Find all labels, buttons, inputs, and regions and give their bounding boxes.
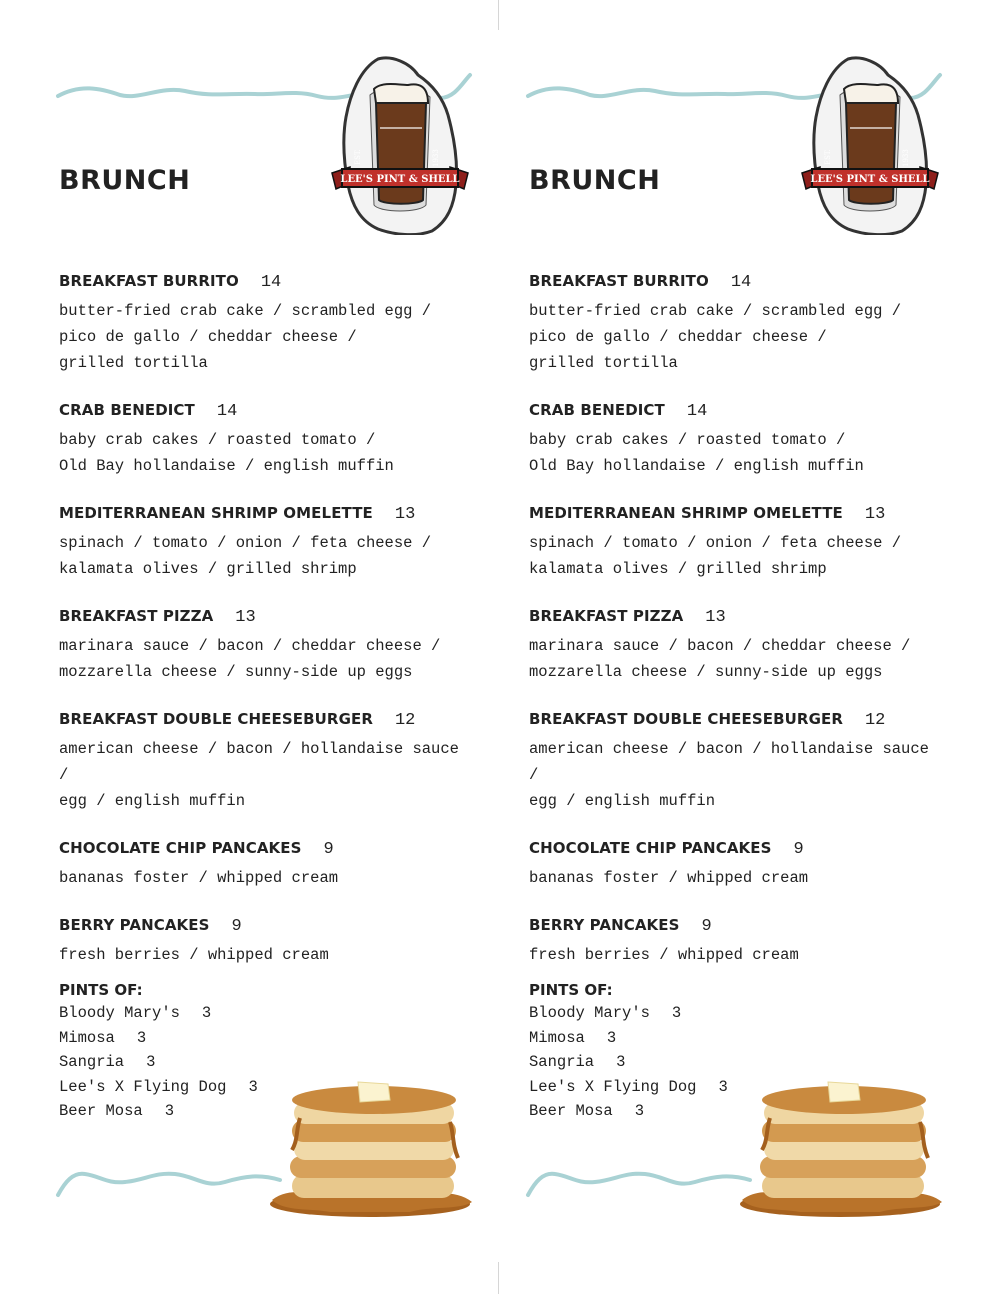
logo-est-text: EST. — [354, 149, 362, 165]
item-name: BREAKFAST DOUBLE CHEESEBURGER — [59, 710, 373, 728]
menu-item — [529, 839, 929, 891]
menu-items — [529, 272, 929, 993]
pint-item — [529, 1050, 728, 1075]
menu-item — [529, 504, 929, 582]
menu-item — [59, 839, 459, 891]
item-description: baby crab cakes / roasted tomato / Old Bay hollandaise / english muffin — [529, 431, 864, 475]
item-price: 14 — [730, 273, 752, 292]
lees-pint-shell-logo — [800, 55, 940, 235]
item-name: BERRY PANCAKES — [529, 916, 680, 934]
pint-price: 3 — [671, 1004, 682, 1022]
logo-year-text: 1933 — [902, 149, 910, 167]
item-name: BREAKFAST PIZZA — [59, 607, 214, 625]
item-name: BREAKFAST DOUBLE CHEESEBURGER — [529, 710, 843, 728]
menu-item — [529, 710, 929, 814]
item-price: 14 — [686, 402, 708, 421]
logo-banner-text: LEE'S PINT & SHELL — [810, 174, 930, 185]
logo-est-text: EST. — [824, 149, 832, 165]
item-name: BREAKFAST BURRITO — [59, 272, 239, 290]
item-name: BERRY PANCAKES — [59, 916, 210, 934]
item-description: bananas foster / whipped cream — [59, 869, 339, 887]
pint-item — [59, 1099, 258, 1124]
item-price: 13 — [235, 608, 256, 627]
item-price: 12 — [864, 711, 886, 730]
item-description: american cheese / bacon / hollandaise sauce / egg / english muffin — [529, 740, 929, 810]
pint-item — [529, 1001, 728, 1026]
logo-year-text: 1933 — [432, 149, 440, 167]
pint-item — [529, 1075, 728, 1100]
item-price: 14 — [260, 273, 282, 292]
item-description: spinach / tomato / onion / feta cheese / kalamata olives / grilled shrimp — [59, 534, 432, 578]
menu-item — [59, 272, 459, 376]
item-price: 9 — [701, 917, 712, 936]
pint-item — [59, 1001, 258, 1026]
lees-pint-shell-logo — [330, 55, 470, 235]
item-name: BREAKFAST BURRITO — [529, 272, 709, 290]
menu-item — [529, 401, 929, 479]
pint-name: Sangria — [59, 1053, 125, 1072]
pint-name: Mimosa — [529, 1028, 585, 1047]
item-price: 9 — [793, 840, 804, 859]
item-description: marinara sauce / bacon / cheddar cheese / mozzarella cheese / sunny-side up eggs — [59, 637, 441, 681]
pint-name: Lee's X Flying Dog — [59, 1077, 227, 1096]
pint-name: Bloody Mary's — [59, 1004, 180, 1022]
pint-name: Beer Mosa — [59, 1102, 143, 1121]
pints-heading: PINTS OF: — [529, 981, 613, 999]
pint-name: Bloody Mary's — [529, 1004, 650, 1022]
item-name: CRAB BENEDICT — [59, 401, 195, 419]
item-name: CHOCOLATE CHIP PANCAKES — [529, 839, 772, 857]
pint-item — [529, 1099, 728, 1124]
item-price: 12 — [394, 711, 416, 730]
pint-item — [59, 1050, 258, 1075]
item-price: 13 — [705, 608, 726, 627]
pint-price: 3 — [146, 1053, 156, 1072]
item-name: MEDITERRANEAN SHRIMP OMELETTE — [529, 504, 843, 522]
menu-items — [59, 272, 459, 993]
pint-name: Beer Mosa — [529, 1102, 613, 1121]
pint-item — [59, 1026, 258, 1051]
item-description: american cheese / bacon / hollandaise sauce / egg / english muffin — [59, 740, 459, 810]
menu-title: BRUNCH — [529, 165, 661, 196]
pint-price: 3 — [201, 1004, 212, 1022]
menu-item — [59, 504, 459, 582]
item-name: CRAB BENEDICT — [529, 401, 665, 419]
item-description: fresh berries / whipped cream — [529, 946, 799, 964]
item-name: BREAKFAST PIZZA — [529, 607, 684, 625]
menu-panel-left — [0, 0, 470, 1294]
item-description: baby crab cakes / roasted tomato / Old Bay hollandaise / english muffin — [59, 431, 394, 475]
pancake-stack-image — [270, 1078, 475, 1218]
menu-item — [529, 916, 929, 968]
menu-title: BRUNCH — [59, 165, 191, 196]
item-price: 9 — [231, 917, 242, 936]
item-price: 13 — [864, 505, 886, 524]
menu-item — [529, 272, 929, 376]
item-price: 14 — [216, 402, 238, 421]
item-name: MEDITERRANEAN SHRIMP OMELETTE — [59, 504, 373, 522]
item-price: 13 — [394, 505, 416, 524]
pint-price: 3 — [616, 1053, 626, 1072]
menu-item — [529, 607, 929, 685]
pints-section — [529, 979, 728, 1124]
menu-panel-right — [470, 0, 940, 1294]
wave-bottom-decoration — [55, 1160, 295, 1200]
pint-price: 3 — [634, 1102, 645, 1121]
logo-banner-text: LEE'S PINT & SHELL — [340, 174, 460, 185]
item-description: butter-fried crab cake / scrambled egg / pico de gallo / cheddar cheese / grilled tortilla — [59, 302, 432, 372]
pint-price: 3 — [164, 1102, 175, 1121]
pint-name: Sangria — [529, 1053, 595, 1072]
item-description: fresh berries / whipped cream — [59, 946, 329, 964]
item-description: butter-fried crab cake / scrambled egg / pico de gallo / cheddar cheese / grilled tortilla — [529, 302, 902, 372]
menu-item — [59, 916, 459, 968]
pints-heading: PINTS OF: — [59, 981, 143, 999]
menu-item — [59, 710, 459, 814]
pint-name: Mimosa — [59, 1028, 115, 1047]
item-description: bananas foster / whipped cream — [529, 869, 809, 887]
pint-price: 3 — [248, 1077, 258, 1096]
pints-section — [59, 979, 258, 1124]
item-description: marinara sauce / bacon / cheddar cheese / mozzarella cheese / sunny-side up eggs — [529, 637, 911, 681]
pancake-stack-image — [740, 1078, 945, 1218]
wave-bottom-decoration — [525, 1160, 765, 1200]
pint-item — [59, 1075, 258, 1100]
item-name: CHOCOLATE CHIP PANCAKES — [59, 839, 302, 857]
pint-item — [529, 1026, 728, 1051]
item-description: spinach / tomato / onion / feta cheese / kalamata olives / grilled shrimp — [529, 534, 902, 578]
menu-item — [59, 401, 459, 479]
pint-price: 3 — [606, 1028, 617, 1047]
pint-name: Lee's X Flying Dog — [529, 1077, 697, 1096]
pint-price: 3 — [136, 1028, 147, 1047]
pint-price: 3 — [718, 1077, 728, 1096]
item-price: 9 — [323, 840, 334, 859]
menu-item — [59, 607, 459, 685]
